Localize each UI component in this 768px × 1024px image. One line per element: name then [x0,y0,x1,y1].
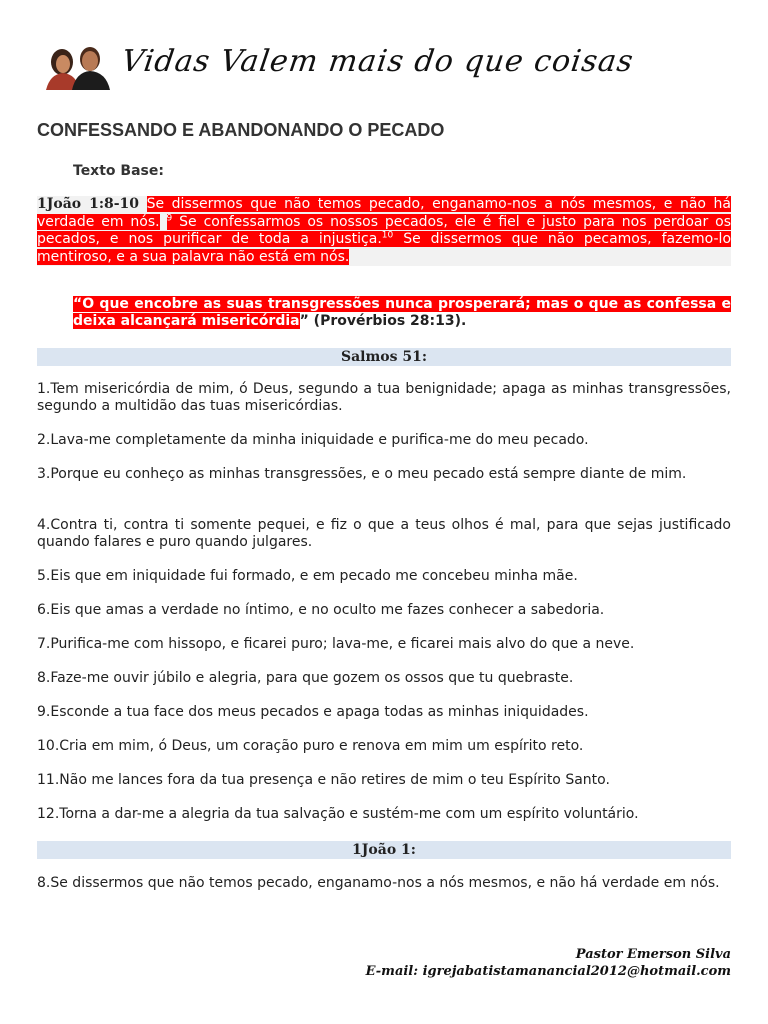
verse-8-text: Se dissermos que não temos pecado, enganamo-nos a nós mesmos, e não há verdade em nós. [37,196,732,230]
salmos-verse: 5.Eis que em iniquidade fui formado, e em pecado me concebeu minha mãe. [37,568,578,584]
salmos-verse: 4.Contra ti, contra ti somente pequei, e fiz o que a teus olhos é mal, para que sejas justificado quando falares e puro quando julgares. [37,517,731,550]
pastor-name: Pastor Emerson Silva [575,947,731,962]
signature-block [366,946,731,980]
salmos-heading: Salmos 51: [37,348,731,366]
salmos-verse: 6.Eis que amas a verdade no íntimo, e no oculto me fazes conhecer a sabedoria. [37,602,605,618]
quote-source: ” (Provérbios 28:13). [299,313,467,329]
salmos-verse: 10.Cria em mim, ó Deus, um coração puro e renova em mim um espírito reto. [37,738,584,754]
passage-reference: 1João 1:8-10 [37,196,140,212]
banner-script-title: Vidas Valem mais do que coisas [119,44,636,79]
salmos-verse: 8.Faze-me ouvir júbilo e alegria, para que gozem os ossos que tu quebraste. [37,670,574,686]
verse-9-text: Se confessarmos os nossos pecados, ele é fiel e justo para nos perdoar os pecados, e nos purificar de toda a injustiça. [37,213,731,247]
header-banner [38,42,636,92]
texto-base-label: Texto Base: [73,163,164,179]
contact-email: E-mail: igrejabatistamanancial2012@hotmail.com [365,964,731,979]
joao-verse: 8.Se dissermos que não temos pecado, enganamo-nos a nós mesmos, e não há verdade em nós. [37,875,720,891]
salmos-verse: 7.Purifica-me com hissopo, e ficarei puro; lava-me, e ficarei mais alvo do que a neve. [37,636,635,652]
quote-text: “O que encobre as suas transgressões nunca prosperará; mas o que as confessa e deixa alcançará misericórdia [73,296,731,329]
salmos-verse: 3.Porque eu conheço as minhas transgressões, e o meu pecado está sempre diante de mim. [37,466,687,482]
salmos-verse: 12.Torna a dar-me a alegria da tua salvação e sustém-me com um espírito voluntário. [37,806,639,822]
salmos-verse: 9.Esconde a tua face dos meus pecados e apaga todas as minhas iniquidades. [37,704,589,720]
verse-9-number: 9 [166,212,173,223]
verse-10-number: 10 [381,230,394,241]
base-passage [37,196,731,266]
salmos-verse: 2.Lava-me completamente da minha iniquidade e purifica-me do meu pecado. [37,432,589,448]
couple-photo [38,42,114,90]
salmos-verse: 1.Tem misericórdia de mim, ó Deus, segundo a tua benignidade; apaga as minhas transgressões, segundo a multidão das tuas misericórdias. [37,381,731,414]
verse-10-text: Se dissermos que não pecamos, fazemo-lo mentiroso, e a sua palavra não está em nós. [37,231,732,265]
salmos-verse: 11.Não me lances fora da tua presença e não retires de mim o teu Espírito Santo. [37,772,610,788]
proverbs-quote [73,296,731,330]
joao-heading: 1João 1: [37,841,731,859]
page-title: CONFESSANDO E ABANDONANDO O PECADO [37,120,445,140]
